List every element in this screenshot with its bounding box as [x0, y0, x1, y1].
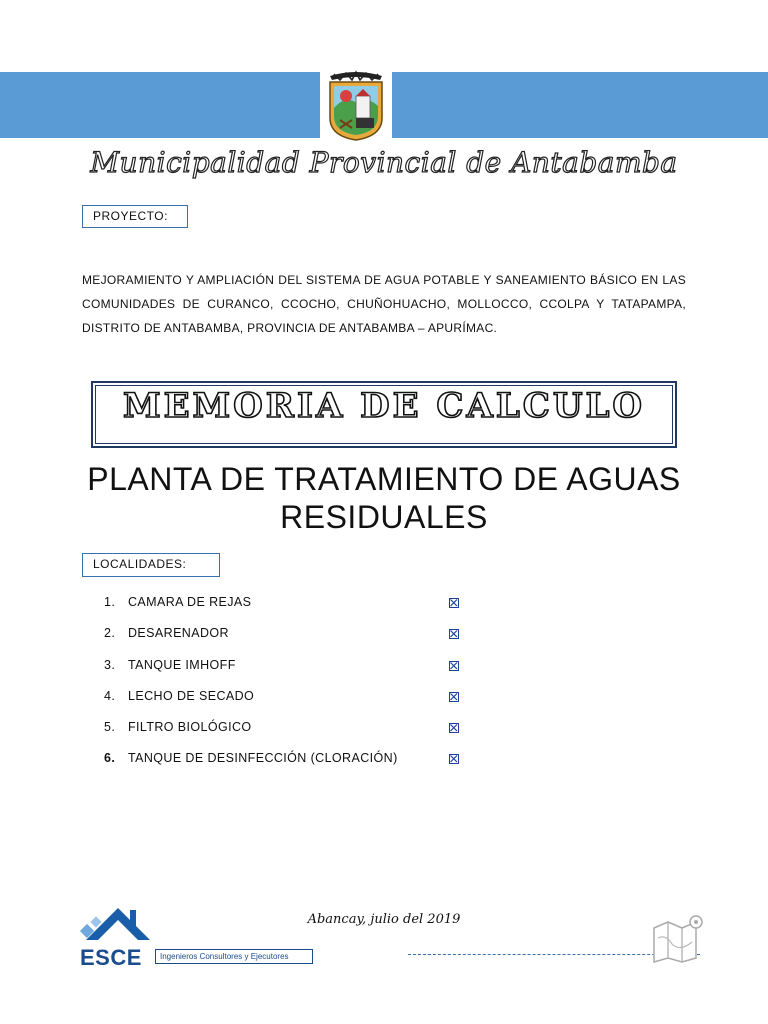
- checkbox-checked[interactable]: [449, 723, 459, 733]
- list-item-label: CAMARA DE REJAS: [128, 595, 252, 609]
- municipality-title: Municipalidad Provincial de Antabamba: [90, 146, 678, 179]
- checkbox-checked[interactable]: [449, 754, 459, 764]
- map-pin-icon: [652, 914, 706, 964]
- list-item-label: TANQUE DE DESINFECCIÓN (CLORACIÓN): [128, 751, 398, 765]
- checkbox-checked[interactable]: [449, 629, 459, 639]
- list-item-number: 2.: [104, 626, 116, 640]
- list-item-label: FILTRO BIOLÓGICO: [128, 720, 252, 734]
- list-item-number: 1.: [104, 595, 116, 609]
- list-item: [104, 626, 229, 646]
- document-type-title: MEMORIA DE CALCULO: [123, 386, 645, 426]
- list-item: [104, 658, 236, 678]
- list-item: [104, 595, 251, 615]
- project-label: PROYECTO:: [82, 205, 188, 228]
- list-item: [104, 751, 398, 771]
- list-item-label: LECHO DE SECADO: [128, 689, 255, 703]
- list-item: [104, 720, 252, 740]
- localities-label: LOCALIDADES:: [82, 553, 220, 577]
- list-item: [104, 689, 254, 709]
- municipal-crest-icon: [326, 70, 386, 142]
- checkbox-checked[interactable]: [449, 661, 459, 671]
- document-subject: [60, 460, 708, 536]
- document-subject-line1: PLANTA DE TRATAMIENTO DE AGUAS: [87, 461, 681, 497]
- document-subject-line2: RESIDUALES: [280, 499, 488, 535]
- company-tagline: Ingenieros Consultores y Ejecutores: [155, 949, 313, 964]
- checkbox-checked[interactable]: [449, 692, 459, 702]
- list-item-number: 3.: [104, 658, 116, 672]
- project-description: MEJORAMIENTO Y AMPLIACIÓN DEL SISTEMA DE AGUA POTABLE Y SANEAMIENTO BÁSICO EN LAS COMUNIDADES DE CURANCO, CCOCHO, CHUÑOHUACHO, MOLLOCCO, CCOLPA Y TATAPAMPA, DISTRITO DE ANTABAMBA, PROVINCIA DE ANTABAMBA – APURÍMAC.: [82, 273, 686, 335]
- list-item-label: DESARENADOR: [128, 626, 229, 640]
- list-item-number: 4.: [104, 689, 116, 703]
- list-item-label: TANQUE IMHOFF: [128, 658, 236, 672]
- place-date: Abancay, julio del 2019: [307, 912, 461, 927]
- checkbox-checked[interactable]: [449, 598, 459, 608]
- company-name: ESCE: [80, 945, 142, 970]
- list-item-number: 5.: [104, 720, 116, 734]
- list-item-number: 6.: [104, 751, 116, 765]
